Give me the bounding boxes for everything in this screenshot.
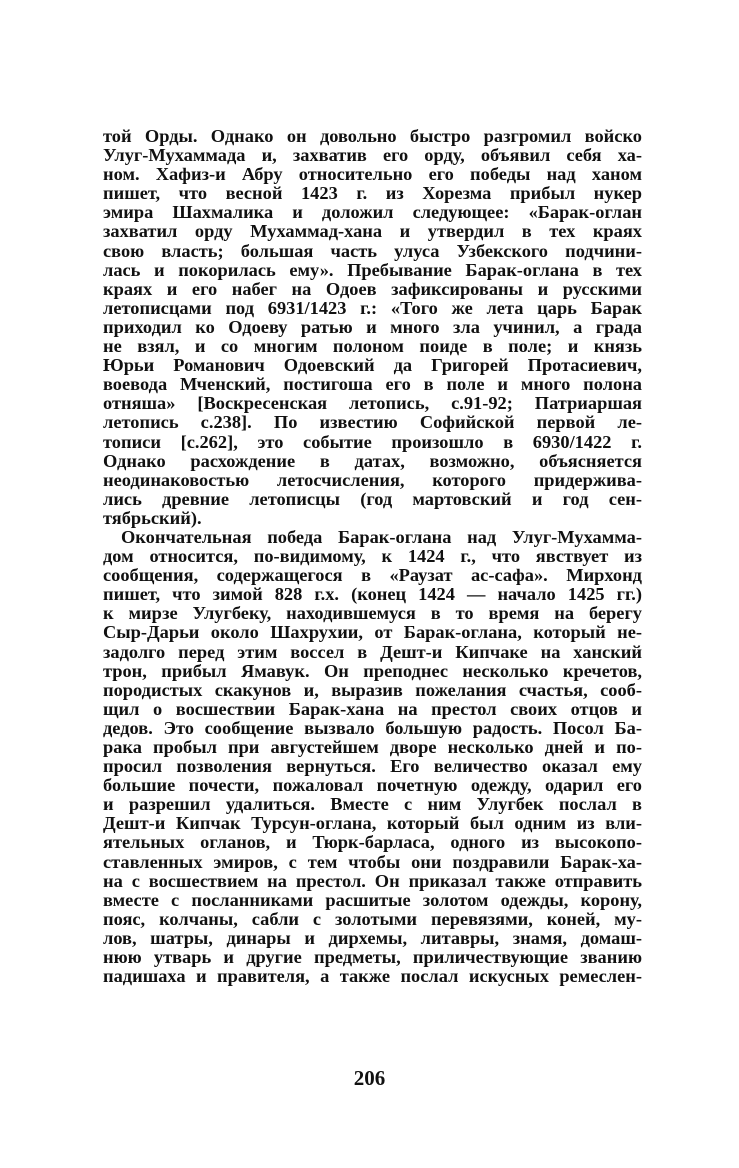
text-line: ном. Хафиз-и Абру относительно его победы над ханом — [103, 164, 642, 185]
text-line: той Орды. Однако он довольно быстро разгромил войско — [103, 126, 642, 146]
text-line: лась и покорилась ему». Пребывание Барак-оглана в тех — [103, 259, 642, 280]
text-line: на с восшествием на престол. Он приказал также отправить — [103, 870, 642, 891]
text-line: дом относится, по-видимому, к 1424 г., что явствует из — [103, 546, 642, 567]
text-line: просил позволения вернуться. Его величество оказал ему — [103, 756, 642, 777]
text-line: Сыр-Дарьи около Шахрухии, от Барак-оглана, который не- — [103, 622, 642, 643]
text-line: пишет, что весной 1423 г. из Хорезма прибыл нукер — [103, 183, 642, 204]
text-line: летописцами под 6931/1423 г.: «Того же лета царь Барак — [103, 297, 642, 318]
text-line: большие почести, пожаловал почетную одежду, одарил его — [103, 775, 642, 796]
text-line: неодинаковостью летосчисления, которого придержива- — [103, 469, 642, 490]
text-line: захватил орду Мухаммад-хана и утвердил в тех краях — [103, 221, 642, 242]
text-line: воевода Мченский, постигоша его в поле и много полона — [103, 374, 642, 395]
text-line: приходил ко Одоеву ратью и много зла учинил, а града — [103, 316, 642, 337]
text-line: Дешт-и Кипчак Турсун-оглана, который был одним из вли- — [103, 813, 642, 834]
text-line: ставленных эмиров, с тем чтобы они поздравили Барак-ха- — [103, 851, 642, 872]
text-line: щил о восшествии Барак-хана на престол своих отцов и — [103, 698, 642, 719]
text-line: тябрьский). — [103, 507, 202, 528]
text-line: тописи [с.262], это событие произошло в 6930/1422 г. — [103, 431, 642, 452]
text-line: задолго перед этим воссел в Дешт-и Кипчаке на ханский — [103, 641, 642, 662]
paragraph-first-line: Окончательная победа Барак-оглана над Улуг-Мухамма- — [121, 526, 642, 547]
text-line: Улуг-Мухаммада и, захватив его орду, объявил себя ха- — [103, 145, 642, 166]
text-line: трон, прибыл Ямавук. Он преподнес несколько кречетов, — [103, 660, 642, 681]
text-line: эмира Шахмалика и доложил следующее: «Барак-оглан — [103, 202, 642, 223]
text-line: сообщения, содержащегося в «Раузат ас-сафа». Мирхонд — [103, 565, 642, 586]
text-line: к мирзе Улугбеку, находившемуся в то время на берегу — [103, 603, 642, 624]
text-line: рака пробыл при августейшем дворе несколько дней и по- — [103, 737, 642, 757]
text-line: лись древние летописцы (год мартовский и год сен- — [103, 488, 642, 509]
text-line: Юрьи Романович Одоевский да Григорей Протасиевич, — [103, 355, 642, 376]
text-line: не взял, и со многим полоном поиде в поле; и князь — [103, 336, 642, 357]
text-line: и разрешил удалиться. Вместе с ним Улугбек послал в — [103, 794, 642, 815]
text-line: лов, шатры, динары и дирхемы, литавры, знамя, домаш- — [103, 927, 642, 948]
text-line: ятельных огланов, и Тюрк-барласа, одного из высокопо- — [103, 832, 642, 853]
text-line: краях и его набег на Одоев зафиксированы и русскими — [103, 278, 642, 299]
text-line: породистых скакунов и, выразив пожелания счастья, сооб- — [103, 679, 642, 700]
text-line: дедов. Это сообщение вызвало большую радость. Посол Ба- — [103, 717, 642, 738]
text-line: отняша» [Воскресенская летопись, с.91-92; Патриаршая — [103, 393, 642, 414]
page-number: 206 — [353, 1066, 386, 1090]
text-line: летопись с.238]. По известию Софийской первой ле- — [103, 412, 642, 433]
text-line: свою власть; большая часть улуса Узбекского подчини- — [103, 240, 642, 261]
text-line: пояс, колчаны, сабли с золотыми перевязями, коней, му- — [103, 908, 642, 929]
text-line: пишет, что зимой 828 г.х. (конец 1424 — начало 1425 гг.) — [103, 584, 642, 605]
text-line: Однако расхождение в датах, возможно, объясняется — [103, 450, 642, 471]
text-line: падишаха и правителя, а также послал искусных ремеслен- — [103, 966, 642, 987]
text-line: нюю утварь и другие предметы, приличествующие званию — [103, 947, 642, 968]
body-text — [103, 127, 642, 986]
text-line: вместе с посланниками расшитые золотом одежды, корону, — [103, 889, 642, 910]
